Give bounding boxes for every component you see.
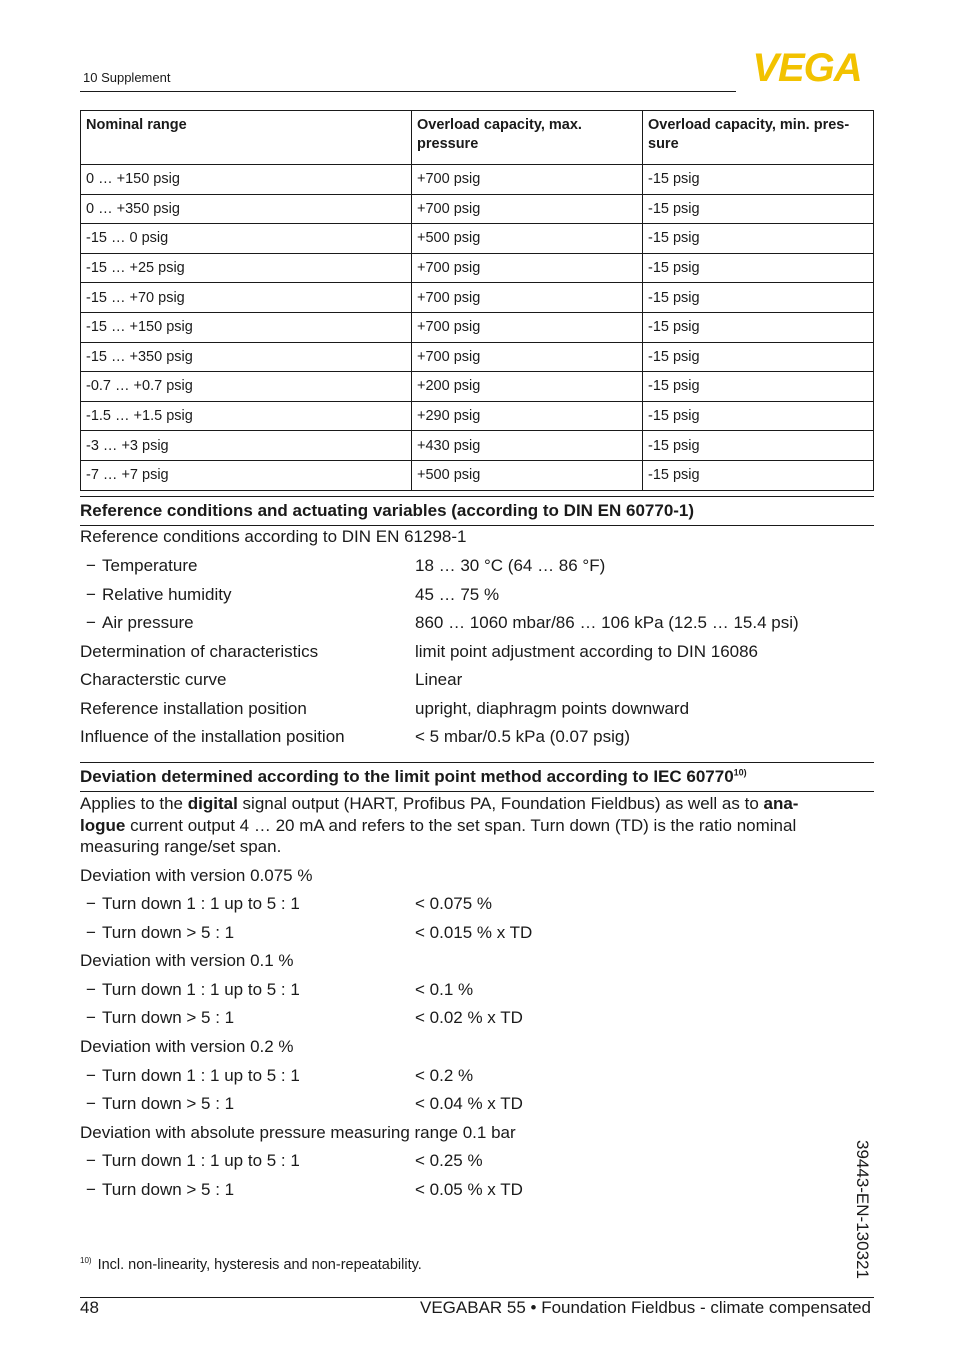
spec-label: Turn down 1 : 1 up to 5 : 1 [102, 1151, 300, 1170]
cell-max: +700 psig [412, 165, 643, 195]
cell-nominal: -7 … +7 psig [81, 460, 412, 490]
deviation-row [80, 892, 874, 916]
cell-max: +700 psig [412, 342, 643, 372]
reference-heading: Reference conditions and actuating variables (according to DIN EN 60770-1) [80, 496, 874, 526]
dash-bullet: − [86, 1066, 96, 1085]
spec-label: Influence of the installation position [80, 727, 345, 746]
dash-bullet: − [86, 1180, 96, 1199]
cell-max: +500 psig [412, 224, 643, 254]
dash-bullet: − [86, 585, 96, 604]
table-row [81, 194, 874, 224]
spec-row [80, 697, 874, 721]
spec-value: upright, diaphragm points downward [415, 699, 690, 718]
spec-label: Turn down 1 : 1 up to 5 : 1 [102, 894, 300, 913]
cell-nominal: 0 … +350 psig [81, 194, 412, 224]
para-bold: digital [187, 794, 238, 813]
group-title: Deviation with version 0.2 % [80, 1037, 294, 1056]
spec-value: < 5 mbar/0.5 kPa (0.07 psig) [415, 727, 630, 746]
deviation-group-title [80, 949, 874, 973]
group-title: Deviation with version 0.1 % [80, 951, 294, 970]
cell-min: -15 psig [643, 342, 874, 372]
cell-max: +430 psig [412, 431, 643, 461]
para-bold: logue [80, 815, 126, 835]
spec-value: < 0.1 % [415, 980, 474, 999]
cell-nominal: -3 … +3 psig [81, 431, 412, 461]
cell-min: -15 psig [643, 165, 874, 195]
spec-row-temperature [80, 554, 874, 578]
spec-label: Turn down > 5 : 1 [102, 1094, 235, 1113]
header-rule [80, 91, 736, 92]
group-title: Deviation with version 0.075 % [80, 866, 313, 885]
cell-min: -15 psig [643, 283, 874, 313]
header-nominal-range: Nominal range [81, 111, 412, 165]
deviation-row [80, 1064, 874, 1088]
cell-max: +700 psig [412, 312, 643, 342]
cell-max: +500 psig [412, 460, 643, 490]
para-text: Applies to the [80, 794, 188, 813]
vega-logo [741, 50, 873, 84]
spec-value: limit point adjustment according to DIN 16086 [415, 642, 759, 661]
deviation-heading-text: Deviation determined according to the limit point method according to IEC 60770 [80, 767, 734, 786]
logo-text: VEGA [752, 50, 862, 84]
spec-row [80, 668, 874, 692]
para-bold: ana- [763, 794, 799, 813]
deviation-row [80, 921, 874, 945]
spec-label: Turn down > 5 : 1 [102, 1008, 235, 1027]
dash-bullet: − [86, 894, 96, 913]
spec-label: Turn down > 5 : 1 [102, 1180, 235, 1199]
dash-bullet: − [86, 923, 96, 942]
spec-label: Turn down 1 : 1 up to 5 : 1 [102, 1066, 300, 1085]
cell-max: +700 psig [412, 253, 643, 283]
table-row [81, 372, 874, 402]
deviation-group-title [80, 1121, 874, 1145]
spec-row [80, 725, 874, 749]
deviation-row [80, 1092, 874, 1116]
spec-value: < 0.015 % x TD [415, 923, 533, 942]
deviation-paragraph [80, 793, 874, 858]
reference-intro [80, 525, 874, 549]
dash-bullet: − [86, 556, 96, 575]
dash-bullet: − [86, 980, 96, 999]
deviation-heading [80, 762, 874, 792]
spec-value: < 0.04 % x TD [415, 1094, 523, 1113]
cell-nominal: -15 … +350 psig [81, 342, 412, 372]
spec-row-humidity [80, 583, 874, 607]
group-title: Deviation with absolute pressure measuring range 0.1 bar [80, 1123, 516, 1142]
spec-row-air-pressure [80, 611, 874, 635]
spec-label: Turn down 1 : 1 up to 5 : 1 [102, 980, 300, 999]
table-row [81, 431, 874, 461]
overload-table [80, 110, 874, 491]
table-header-row [81, 111, 874, 165]
deviation-row [80, 1178, 874, 1202]
spec-label: Reference installation position [80, 699, 307, 718]
cell-min: -15 psig [643, 253, 874, 283]
deviation-group-title [80, 1035, 874, 1059]
dash-bullet: − [86, 613, 96, 632]
para-text: signal output (HART, Profibus PA, Foundation Fieldbus) as well as to [237, 794, 764, 813]
table-row [81, 224, 874, 254]
spec-value: Linear [415, 670, 463, 689]
spec-value: 45 … 75 % [415, 585, 500, 604]
footnote-ref: 10) [733, 767, 747, 778]
cell-max: +200 psig [412, 372, 643, 402]
spec-value: 18 … 30 °C (64 … 86 °F) [415, 556, 606, 575]
para-text: current output 4 … 20 mA and refers to the set span. Turn down (TD) is the ratio nominal measuring range/set span. [80, 815, 797, 856]
cell-max: +290 psig [412, 401, 643, 431]
spec-value: < 0.02 % x TD [415, 1008, 523, 1027]
footnote-text: Incl. non-linearity, hysteresis and non-repeatability. [97, 1256, 422, 1273]
spec-value: < 0.075 % [415, 894, 493, 913]
deviation-group-title [80, 864, 874, 888]
document-code: 39443-EN-130321 [853, 1140, 872, 1279]
deviation-row [80, 1006, 874, 1030]
spec-label: Air pressure [102, 613, 194, 632]
spec-label: Temperature [102, 556, 198, 575]
spec-value: < 0.05 % x TD [415, 1180, 523, 1199]
cell-nominal: -15 … +25 psig [81, 253, 412, 283]
table-row [81, 165, 874, 195]
cell-min: -15 psig [643, 431, 874, 461]
spec-value: 860 … 1060 mbar/86 … 106 kPa (12.5 … 15.4 psi) [415, 613, 799, 632]
spec-row [80, 640, 874, 664]
spec-value: < 0.25 % [415, 1151, 483, 1170]
cell-min: -15 psig [643, 312, 874, 342]
cell-max: +700 psig [412, 194, 643, 224]
cell-min: -15 psig [643, 460, 874, 490]
table-row [81, 283, 874, 313]
footer-title: VEGABAR 55 • Foundation Fieldbus - climate compensated [419, 1298, 871, 1317]
spec-label: Characterstic curve [80, 670, 227, 689]
table-row [81, 342, 874, 372]
deviation-row [80, 978, 874, 1002]
cell-min: -15 psig [643, 194, 874, 224]
spec-value: < 0.2 % [415, 1066, 474, 1085]
table-row [81, 401, 874, 431]
cell-min: -15 psig [643, 372, 874, 402]
header-overload-min: Overload capacity, min. pres-sure [643, 111, 874, 165]
table-row [81, 312, 874, 342]
spec-label: Relative humidity [102, 585, 232, 604]
cell-min: -15 psig [643, 401, 874, 431]
cell-nominal: -15 … +70 psig [81, 283, 412, 313]
cell-min: -15 psig [643, 224, 874, 254]
table-row [81, 253, 874, 283]
header-overload-max: Overload capacity, max. pressure [412, 111, 643, 165]
cell-nominal: 0 … +150 psig [81, 165, 412, 195]
cell-nominal: -1.5 … +1.5 psig [81, 401, 412, 431]
dash-bullet: − [86, 1094, 96, 1113]
cell-nominal: -15 … +150 psig [81, 312, 412, 342]
dash-bullet: − [86, 1151, 96, 1170]
cell-nominal: -15 … 0 psig [81, 224, 412, 254]
reference-intro-text: Reference conditions according to DIN EN 61298-1 [80, 527, 467, 546]
footnote-marker: 10) [80, 1256, 92, 1265]
cell-nominal: -0.7 … +0.7 psig [81, 372, 412, 402]
deviation-row [80, 1149, 874, 1173]
footnote [80, 1256, 422, 1273]
spec-label: Turn down > 5 : 1 [102, 923, 235, 942]
dash-bullet: − [86, 1008, 96, 1027]
table-row [81, 460, 874, 490]
section-label: 10 Supplement [83, 70, 171, 85]
spec-label: Determination of characteristics [80, 642, 319, 661]
page-number: 48 [80, 1298, 99, 1317]
cell-max: +700 psig [412, 283, 643, 313]
